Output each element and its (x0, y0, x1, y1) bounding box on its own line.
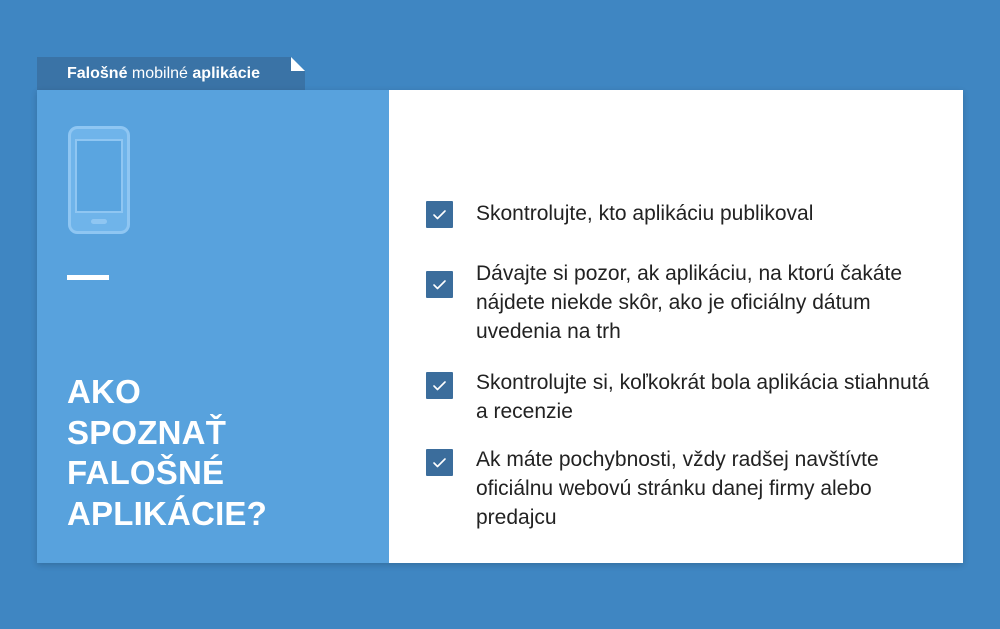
heading-line: APLIKÁCIE? (67, 494, 267, 532)
tab-title-word-2: mobilné (127, 65, 193, 82)
info-card (37, 90, 963, 563)
left-panel (37, 90, 389, 563)
title-tab (37, 57, 305, 90)
checkbox-checked-icon (426, 271, 453, 298)
checkbox-checked-icon (426, 372, 453, 399)
heading-line: FALOŠNÉ (67, 454, 225, 491)
smartphone-icon (68, 126, 130, 234)
heading-line: AKO (67, 373, 141, 410)
checklist-item-text: Dávajte si pozor, ak aplikáciu, na ktorú čakáte nájdete niekde skôr, ako je oficiálny dátum uvedenia na trh (476, 262, 903, 343)
heading-line: SPOZNAŤ (67, 413, 227, 451)
checkbox-checked-icon (426, 201, 453, 228)
page-heading (67, 372, 367, 534)
checkbox-checked-icon (426, 449, 453, 476)
checklist-item-text: Skontrolujte, kto aplikáciu publikoval (476, 202, 814, 225)
tab-title-word-1: Falošné (67, 65, 128, 82)
tab-corner-fold (291, 57, 305, 71)
heading-divider (67, 275, 109, 280)
checklist-item-text: Ak máte pochybnosti, vždy radšej navštívte oficiálnu webovú stránku danej firmy alebo predajcu (476, 448, 879, 529)
tab-title-word-3: aplikácie (192, 65, 260, 82)
checklist-item-text: Skontrolujte si, koľkokrát bola aplikácia stiahnutá a recenzie (476, 371, 930, 423)
